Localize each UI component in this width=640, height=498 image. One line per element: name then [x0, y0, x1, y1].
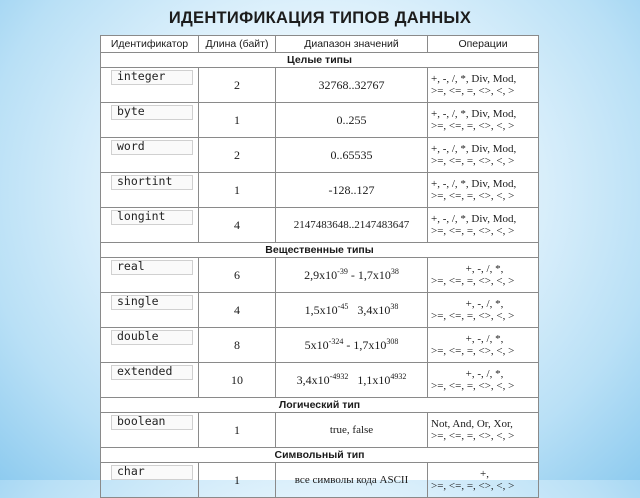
- range-separator: [348, 373, 357, 387]
- table-row: [101, 208, 539, 243]
- range-max: 1,7x10: [357, 268, 391, 282]
- range-min: 1,5x10: [304, 303, 338, 317]
- table-row: [101, 173, 539, 208]
- operations-line: +, -, /, *, Div, Mod,: [431, 178, 517, 190]
- header-range: Диапазон значений: [276, 36, 428, 53]
- identifier-label: real: [117, 259, 145, 273]
- section-symbolic-type: Символьный тип: [101, 448, 539, 463]
- length-cell: 1: [199, 173, 276, 208]
- identifier-cell: [101, 328, 199, 363]
- identifier-label: longint: [117, 209, 166, 223]
- range-cell: [276, 293, 428, 328]
- identifier-cell: [101, 208, 199, 243]
- operations-cell: [428, 413, 539, 448]
- operations-line: >=, <=, =, <>, <, >: [431, 380, 515, 392]
- operations-line: +, -, /, *,: [465, 263, 504, 275]
- range-cell: 0..255: [276, 103, 428, 138]
- range-max-exponent: 38: [390, 267, 399, 276]
- range-max-exponent: 308: [386, 337, 399, 346]
- header-row: [101, 36, 539, 53]
- range-min-exponent: -39: [337, 267, 348, 276]
- operations-cell: [428, 103, 539, 138]
- header-identifier: Идентификатор: [101, 36, 199, 53]
- identifier-cell: [101, 463, 199, 498]
- operations-line: Not, And, Or, Xor,: [431, 418, 513, 430]
- table-row: [101, 328, 539, 363]
- range-cell: все символы кода ASCII: [276, 463, 428, 498]
- operations-line: +, -, /, *, Div, Mod,: [431, 143, 517, 155]
- header-operations: Операции: [428, 36, 539, 53]
- table-row: [101, 463, 539, 498]
- range-separator: -: [343, 338, 354, 352]
- length-cell: 1: [199, 103, 276, 138]
- operations-line: +, -, /, *,: [465, 333, 504, 345]
- length-cell: 4: [199, 208, 276, 243]
- range-cell: [276, 363, 428, 398]
- range-min-exponent: -324: [328, 337, 344, 346]
- data-types-table: [100, 35, 538, 492]
- length-cell: 4: [199, 293, 276, 328]
- range-min: 3,4x10: [296, 373, 330, 387]
- identifier-label: char: [117, 464, 145, 478]
- operations-line: +, -, /, *, Div, Mod,: [431, 213, 517, 225]
- range-max-exponent: 4932: [390, 372, 407, 381]
- identifier-cell: [101, 293, 199, 328]
- operations-line: >=, <=, =, <>, <, >: [431, 225, 515, 237]
- operations-line: >=, <=, =, <>, <, >: [431, 155, 515, 167]
- length-cell: 1: [199, 463, 276, 498]
- identifier-cell: [101, 103, 199, 138]
- operations-line: +,: [480, 468, 489, 480]
- range-cell: 2147483648..2147483647: [276, 208, 428, 243]
- range-max: 1,7x10: [353, 338, 387, 352]
- range-cell: 0..65535: [276, 138, 428, 173]
- identifier-label: single: [117, 294, 159, 308]
- range-max: 3,4x10: [357, 303, 391, 317]
- identifier-label: double: [117, 329, 159, 343]
- operations-line: +, -, /, *,: [465, 368, 504, 380]
- length-cell: 10: [199, 363, 276, 398]
- range-cell: 32768..32767: [276, 68, 428, 103]
- range-separator: -: [347, 268, 358, 282]
- identifier-cell: [101, 258, 199, 293]
- operations-line: >=, <=, =, <>, <, >: [431, 190, 515, 202]
- operations-line: >=, <=, =, <>, <, >: [431, 430, 515, 442]
- identifier-cell: [101, 363, 199, 398]
- length-cell: 8: [199, 328, 276, 363]
- table-row: [101, 103, 539, 138]
- range-min: 5x10: [304, 338, 329, 352]
- section-logical-type: Логический тип: [101, 398, 539, 413]
- identifier-label: shortint: [117, 174, 173, 188]
- range-max-exponent: 38: [390, 302, 399, 311]
- section-real-types: Вещественные типы: [101, 243, 539, 258]
- operations-cell: [428, 328, 539, 363]
- length-cell: 2: [199, 68, 276, 103]
- operations-cell: [428, 68, 539, 103]
- operations-line: >=, <=, =, <>, <, >: [431, 345, 515, 357]
- length-cell: 6: [199, 258, 276, 293]
- header-length: Длина (байт): [199, 36, 276, 53]
- operations-line: >=, <=, =, <>, <, >: [431, 275, 515, 287]
- table-row: [101, 68, 539, 103]
- operations-cell: [428, 463, 539, 498]
- page-title: ИДЕНТИФИКАЦИЯ ТИПОВ ДАННЫХ: [168, 9, 472, 27]
- range-separator: [348, 303, 357, 317]
- operations-cell: [428, 208, 539, 243]
- identifier-label: byte: [117, 104, 145, 118]
- operations-line: +, -, /, *, Div, Mod,: [431, 73, 517, 85]
- operations-line: +, -, /, *, Div, Mod,: [431, 108, 517, 120]
- range-cell: -128..127: [276, 173, 428, 208]
- identifier-cell: [101, 173, 199, 208]
- identifier-cell: [101, 413, 199, 448]
- table-row: [101, 363, 539, 398]
- table-row: [101, 293, 539, 328]
- identifier-cell: [101, 138, 199, 173]
- operations-cell: [428, 363, 539, 398]
- range-cell: [276, 258, 428, 293]
- operations-cell: [428, 258, 539, 293]
- operations-line: >=, <=, =, <>, <, >: [431, 85, 515, 97]
- operations-cell: [428, 173, 539, 208]
- table-row: [101, 138, 539, 173]
- length-cell: 2: [199, 138, 276, 173]
- section-integer-types: Целые типы: [101, 53, 539, 68]
- table-row: [101, 258, 539, 293]
- table-row: [101, 413, 539, 448]
- operations-cell: [428, 293, 539, 328]
- range-min-exponent: -4932: [329, 372, 349, 381]
- identifier-label: integer: [117, 69, 166, 83]
- range-min-exponent: -45: [337, 302, 349, 311]
- operations-line: >=, <=, =, <>, <, >: [431, 120, 515, 132]
- length-cell: 1: [199, 413, 276, 448]
- identifier-cell: [101, 68, 199, 103]
- identifier-label: extended: [117, 364, 173, 378]
- range-min: 2,9x10: [304, 268, 338, 282]
- operations-line: +, -, /, *,: [465, 298, 504, 310]
- identifier-label: boolean: [117, 414, 166, 428]
- operations-line: >=, <=, =, <>, <, >: [431, 480, 515, 492]
- range-max: 1,1x10: [357, 373, 391, 387]
- operations-line: >=, <=, =, <>, <, >: [431, 310, 515, 322]
- range-cell: [276, 328, 428, 363]
- identifier-label: word: [117, 139, 145, 153]
- operations-cell: [428, 138, 539, 173]
- range-cell: true, false: [276, 413, 428, 448]
